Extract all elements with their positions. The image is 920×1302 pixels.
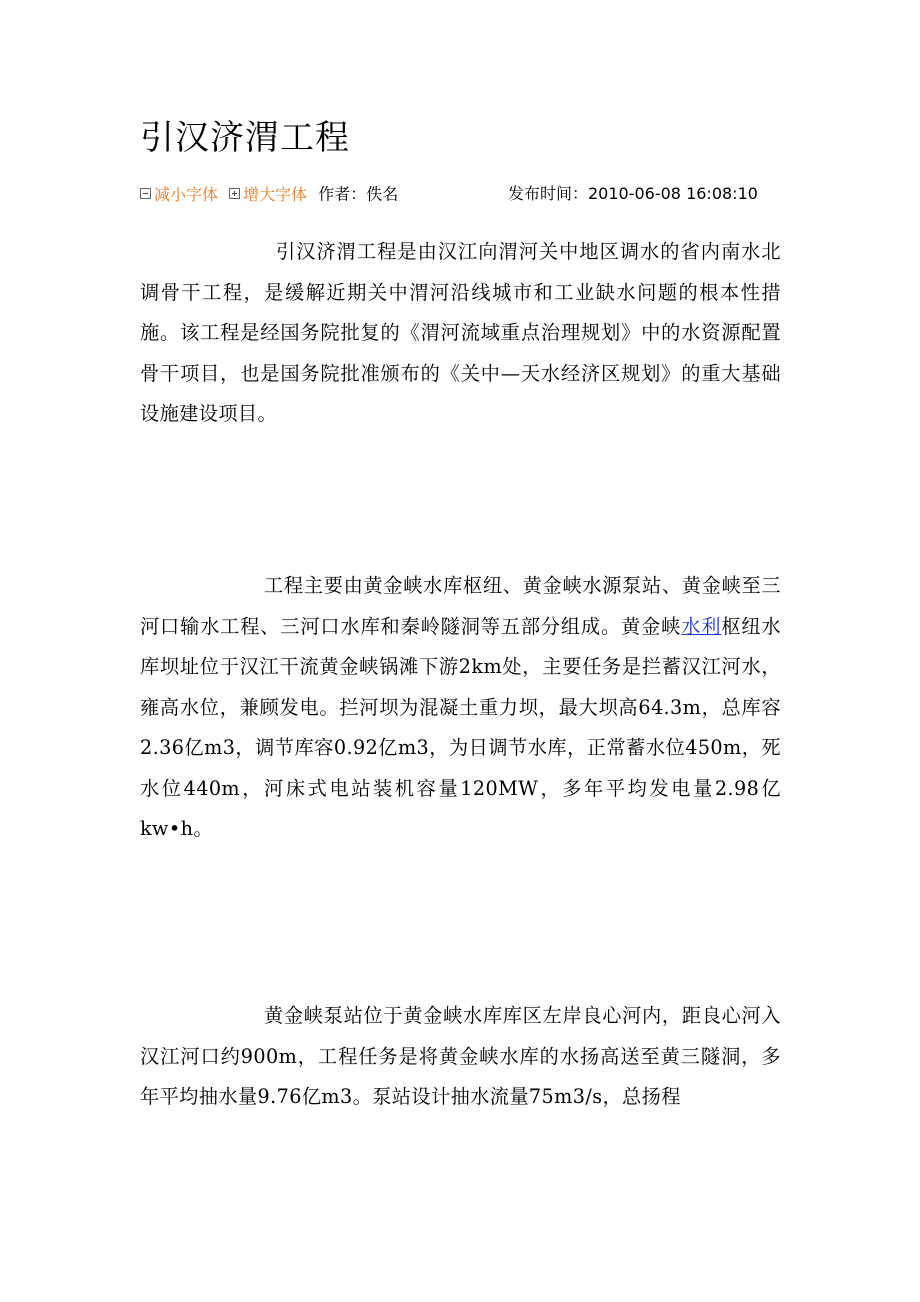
article-title: 引汉济渭工程: [140, 118, 350, 158]
paragraph-intro: 引汉济渭工程是由汉江向渭河关中地区调水的省内南水北调骨干工程，是缓解近期关中渭河沿线城市和工业缺水问题的根本性措施。该工程是经国务院批复的《渭河流域重点治理规划》中的水资源配置骨干项目，也是国务院批准颁布的《关中—天水经济区规划》的重大基础设施建设项目。: [140, 240, 781, 425]
water-conservancy-link[interactable]: 水利: [681, 614, 722, 638]
paragraph-text-segment: 枢纽水库坝址位于汉江干流黄金峡锅滩下游2km处，主要任务是拦蓄汉江河水，雍高水位，兼顾发电。拦河坝为混凝土重力坝，最大坝高64.3m，总库容2.36亿m3，调节库容0.92亿m3，为日调节水库，正常蓄水位450m，死水位440m，河床式电站装机容量120MW，多年平均发电量2.98亿kw•h。: [140, 614, 781, 840]
increase-font-control[interactable]: [229, 181, 313, 208]
plus-box-icon[interactable]: [229, 188, 240, 199]
decrease-font-control[interactable]: [140, 181, 224, 208]
decrease-font-link[interactable]: 减小字体: [154, 184, 219, 204]
minus-box-icon[interactable]: [140, 188, 151, 199]
article-meta-bar: [140, 181, 800, 207]
paragraph-composition: [140, 566, 781, 850]
author-label: 作者：佚名: [318, 184, 399, 204]
publish-time: 发布时间：2010-06-08 16:08:10: [508, 184, 758, 203]
paragraph-text-segment: 工程主要由黄金峡水库枢纽、黄金峡水源泵站、黄金峡至三河口输水工程、三河口水库和秦岭隧洞等五部分组成。黄金峡: [140, 574, 781, 638]
increase-font-link[interactable]: 增大字体: [243, 184, 308, 204]
paragraph-pump-station: 黄金峡泵站位于黄金峡水库库区左岸良心河内，距良心河入汉江河口约900m，工程任务是将黄金峡水库的水扬高送至黄三隧洞，多年平均抽水量9.76亿m3。泵站设计抽水流量75m3/s，总扬程: [140, 1004, 781, 1108]
